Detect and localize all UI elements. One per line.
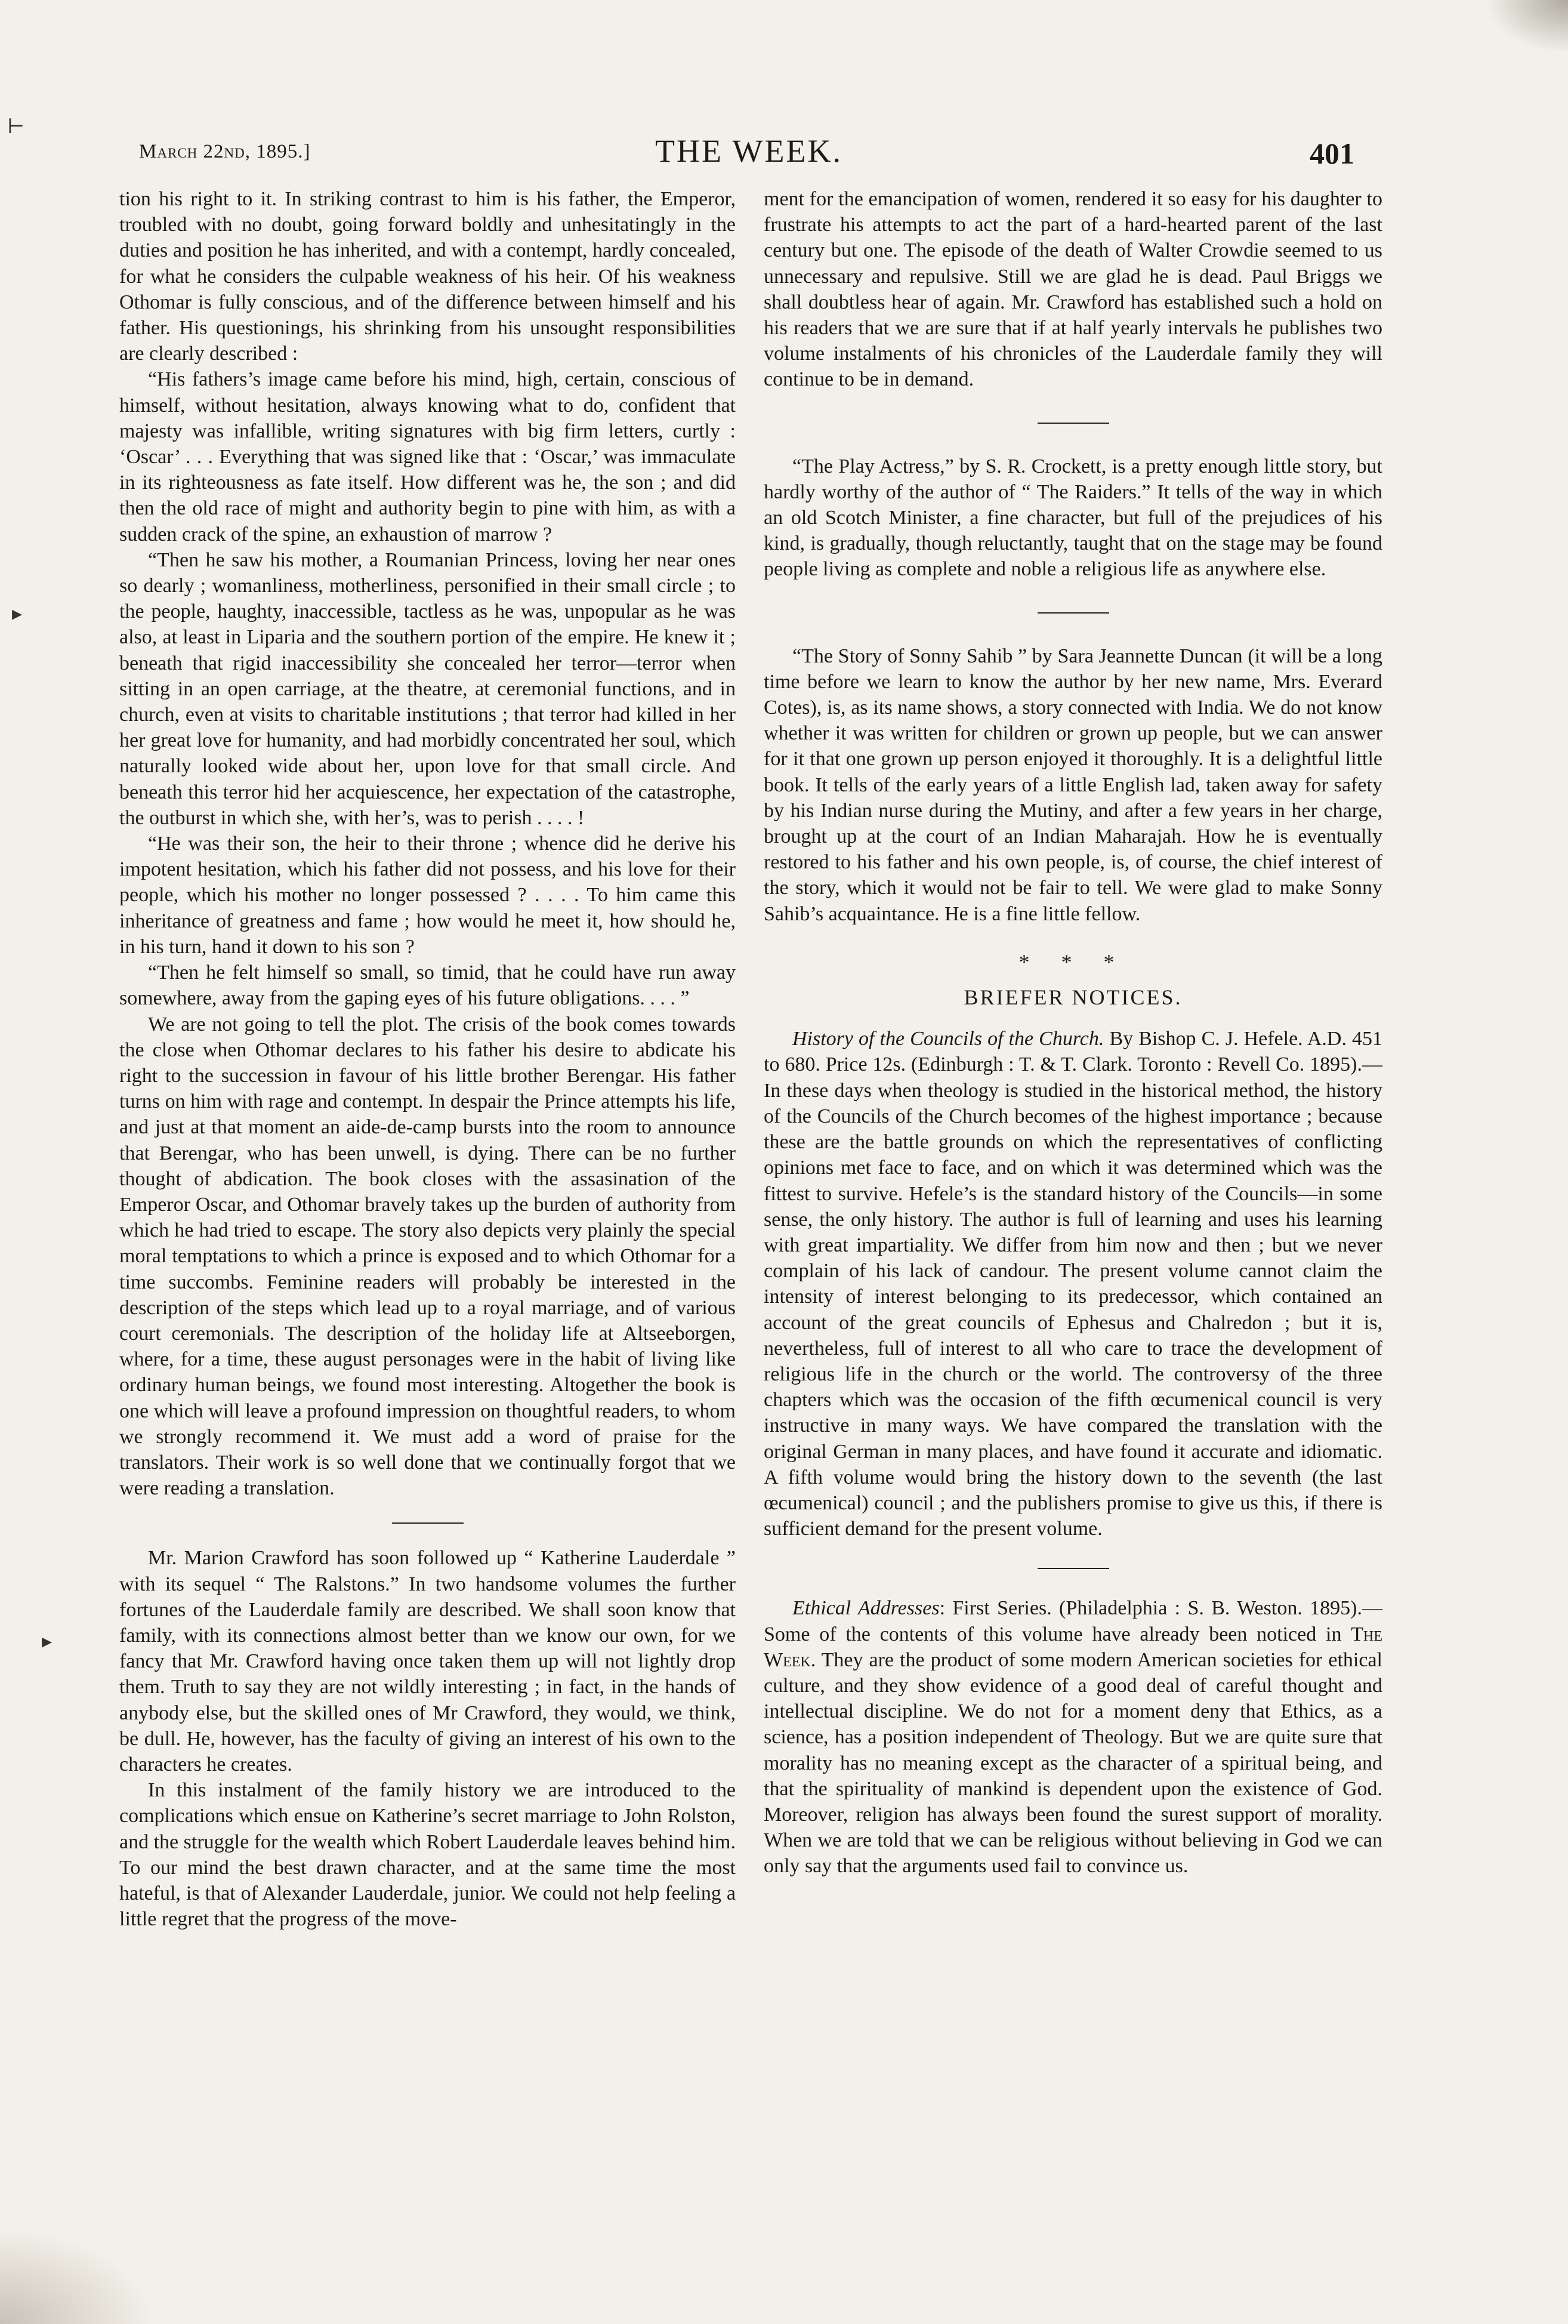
issue-date: March 22nd, 1895.]	[139, 141, 311, 162]
section-divider	[1038, 423, 1109, 424]
quote-paragraph: “Then he saw his mother, a Roumanian Princess, loving her near ones so dearly ; womanliness, motherliness, personified in their small circle ; to the people, haughty, inaccessible, tactless as he was, unpopular as he was also, at least in Liparia and the southern portion of the empire. He knew it ; beneath that rigid inaccessibility she concealed her terror—terror when sitting in an open carriage, at the theatre, at ceremonial functions, and in church, even at visits to charitable institutions ; that terror had killed in her her great love for humanity, and had morbidly concentrated her soul, which naturally looked wide about her, upon love for that small circle. And beneath this terror hid her acquiescence, her expectation of the catastrophe, the outburst in which she, with her’s, was to perish . . . . !	[119, 548, 736, 829]
quote-paragraph: “He was their son, the heir to their throne ; whence did he derive his impotent hesitation, which his father did not possess, and his love for their people, which his mother no longer possessed ? . . . . To him came this inheritance of greatness and fame ; how would he meet it, how should he, in his turn, hand it down to his son ?	[119, 833, 736, 958]
paragraph: Mr. Marion Crawford has soon followed up “ Katherine Lauderdale ” with its sequel “ The Ralstons.” In two handsome volumes the further fortunes of the Lauderdale family are described. We shall soon know that family, with its connections almost better than we know our own, for we fancy that Mr. Crawford having once taken them up will not lightly drop them. Truth to say they are not wildly interesting ; in fact, in the hands of anybody else, but the skilled ones of Mr Crawford, they would, we think, be dull. He, however, has the faculty of giving an interest of his own to the characters he creates.	[119, 1547, 736, 1776]
book-title: Ethical Addresses	[792, 1597, 940, 1620]
publication-title: THE WEEK.	[655, 133, 842, 169]
paragraph: In this instalment of the family history we are introduced to the complications which ensue on Katherine’s secret marriage to John Rolston, and the struggle for the wealth which Robert Lauderdale leaves behind him. To our mind the best drawn character, and at the same time the most hateful, is that of Alexander Lauderdale, junior. We could not help feeling a little regret that the progress of the move-	[119, 1779, 736, 1931]
paragraph: We are not going to tell the plot. The crisis of the book comes towards the close when Othomar declares to his father his desire to abdicate his right to the succession in favour of his little brother Berengar. His father turns on him with rage and contempt. In despair the Prince attempts his life, and just at that moment an aide-de-camp bursts into the room to announce that Berengar, who has been unwell, is dying. There can be no further thought of abdication. The book closes with the assasination of the Emperor Oscar, and Othomar bravely takes up the burden of authority from which he had tried to escape. The story also depicts very plainly the special moral temptations to which a prince is exposed and to which Othomar for a time succombs. Feminine readers will probably be interested in the description of the steps which lead up to a royal marriage, and of various court ceremonials. The description of the holiday life at Altseeborgen, where, for a time, these august personages were in the habit of living like ordinary human beings, we found most interesting. Altogether the book is one which will leave a profound impression on thoughtful readers, to whom we strongly recommend it. We must add a word of praise for the translators. Their work is so well done that we continually forgot that we were reading a translation.	[119, 1013, 736, 1500]
review-sonny-sahib: “The Story of Sonny Sahib ” by Sara Jeannette Duncan (it will be a long time before we learn to know the author by her new name, Mrs. Everard Cotes), is, as its name shows, a story connected with India. We do not know whether it was written for children or grown up people, but we can answer for it that one grown up person enjoyed it thoroughly. It is a delightful little book. It tells of the early years of a little English lad, taken away for safety by his Indian nurse during the Mutiny, and after a few years in her charge, brought up at the court of an Indian Maharajah. How he is eventually restored to his father and his own people, is, of course, the chief interest of the story, which it would not be fair to tell. We were glad to make Sonny Sahib’s acquaintance. He is a fine little fellow.	[764, 645, 1382, 925]
section-divider	[1038, 612, 1109, 614]
notice-body: : First Series. (Philadelphia : S. B. Weston. 1895).—Some of the contents of this volume have already been noticed in	[764, 1597, 1382, 1645]
notice-ethical	[764, 1595, 1382, 1879]
page-header	[122, 132, 1375, 180]
notice-body: By Bishop C. J. Hefele. A.D. 451 to 680. Price 12s. (Edinburgh : T. & T. Clark. Toronto : Revell Co. 1895).—In these days when theology is studied in the historical method, the history of the Councils of the Church becomes of the highest importance ; because these are the battle grounds on which the representatives of conflicting opinions met face to face, and on which it was determined which was the fittest to survive. Hefele’s is the standard history of the Councils—in some sense, the only history. The author is full of learning and uses his learning with great impartiality. We differ from him now and then ; but we never complain of his lack of candour. The present volume cannot claim the intensity of interest belonging to its predecessor, which contained an account of the great councils of Ephesus and Chalredon ; but it is, nevertheless, full of interest to all who care to trace the development of religious life in the church or the world. The controversy of the three chapters which was the occasion of the fifth œcumenical council is very instructive in many ways. We have compared the translation with the original German in many places, and have found it accurate and idiomatic. A fifth volume would bring the history down to the seventh (the last œcumenical) council ; and the publishers promise to give us this, if there is sufficient demand for the present volume.	[764, 1028, 1382, 1540]
paragraph: ment for the emancipation of women, rendered it so easy for his daughter to frustrate his attempts to act the part of a hard-hearted parent of the last century but one. The episode of the death of Walter Crowdie seemed to us unnecessary and repulsive. Still we are glad he is dead. Paul Briggs we shall doubtless hear of again. Mr. Crawford has established such a hold on his readers that we are sure that if at half yearly intervals he publishes two volume instalments of his chronicles of the Lauderdale family they will continue to be in demand.	[764, 188, 1382, 391]
margin-mark: ▸	[42, 1631, 53, 1653]
paragraph: tion his right to it. In striking contrast to him is his father, the Emperor, troubled with no doubt, going forward boldly and unhesitatingly in the duties and position he has inherited, and with a contempt, hardly concealed, for what he considers the culpable weakness of his heir. Of his weakness Othomar is fully conscious, and of the difference between himself and his father. His questionings, his shrinking from his unsought responsibilities are clearly described :	[119, 188, 736, 365]
review-play-actress: “The Play Actress,” by S. R. Crockett, is a pretty enough little story, but hardly worthy of the author of “ The Raiders.” It tells of the way in which an old Scotch Minister, a fine character, but full of the prejudices of his kind, is gradually, though reluctantly, taught that on the stage may be found people living as complete and noble a religious life as anywhere else.	[764, 455, 1382, 581]
page-number: 401	[1310, 137, 1354, 170]
page-corner-shadow	[1484, 0, 1568, 54]
right-column	[764, 186, 1382, 1879]
left-column	[119, 186, 736, 1932]
notice-hefele	[764, 1026, 1382, 1542]
quote-paragraph: “Then he felt himself so small, so timid, that he could have run away somewhere, away from the gaping eyes of his future obligations. . . . ”	[119, 961, 736, 1010]
asterism: * * *	[1018, 950, 1128, 974]
page-smudge	[0, 2229, 155, 2324]
book-title: History of the Councils of the Church.	[792, 1028, 1104, 1050]
quote-paragraph: “His fathers’s image came before his mind, high, certain, conscious of himself, without hesitation, always knowing what to do, confident that majesty was infallible, writing signatures with big firm letters, curtly : ‘Oscar’ . . . Everything that was signed like that : ‘Oscar,’ was immaculate in its righteousness as fate itself. How different was he, the son ; and did then the old race of might and authority begin to pine with him, as with a sudden crack of the spine, an exhaustion of marrow ?	[119, 368, 736, 545]
section-divider	[1038, 1568, 1109, 1569]
publication-name: The Week	[764, 1623, 1382, 1671]
section-heading: BRIEFER NOTICES.	[964, 985, 1183, 1010]
section-divider	[392, 1522, 464, 1524]
notice-body: . They are the product of some modern American societies for ethical culture, and they show evidence of a good deal of careful thought and intellectual discipline. We do not for a moment deny that Ethics, as a science, has a position independent of Theology. But we are quite sure that morality has no meaning except as the character of a spiritual being, and that the spirituality of mankind is dependent upon the existence of God. Moreover, religion has always been found the surest support of morality. When we are told that we can be religious without believing in God we can only say that the arguments used fail to convince us.	[764, 1648, 1382, 1878]
margin-mark: ▸	[12, 603, 23, 625]
margin-mark: ⊢	[7, 116, 25, 138]
